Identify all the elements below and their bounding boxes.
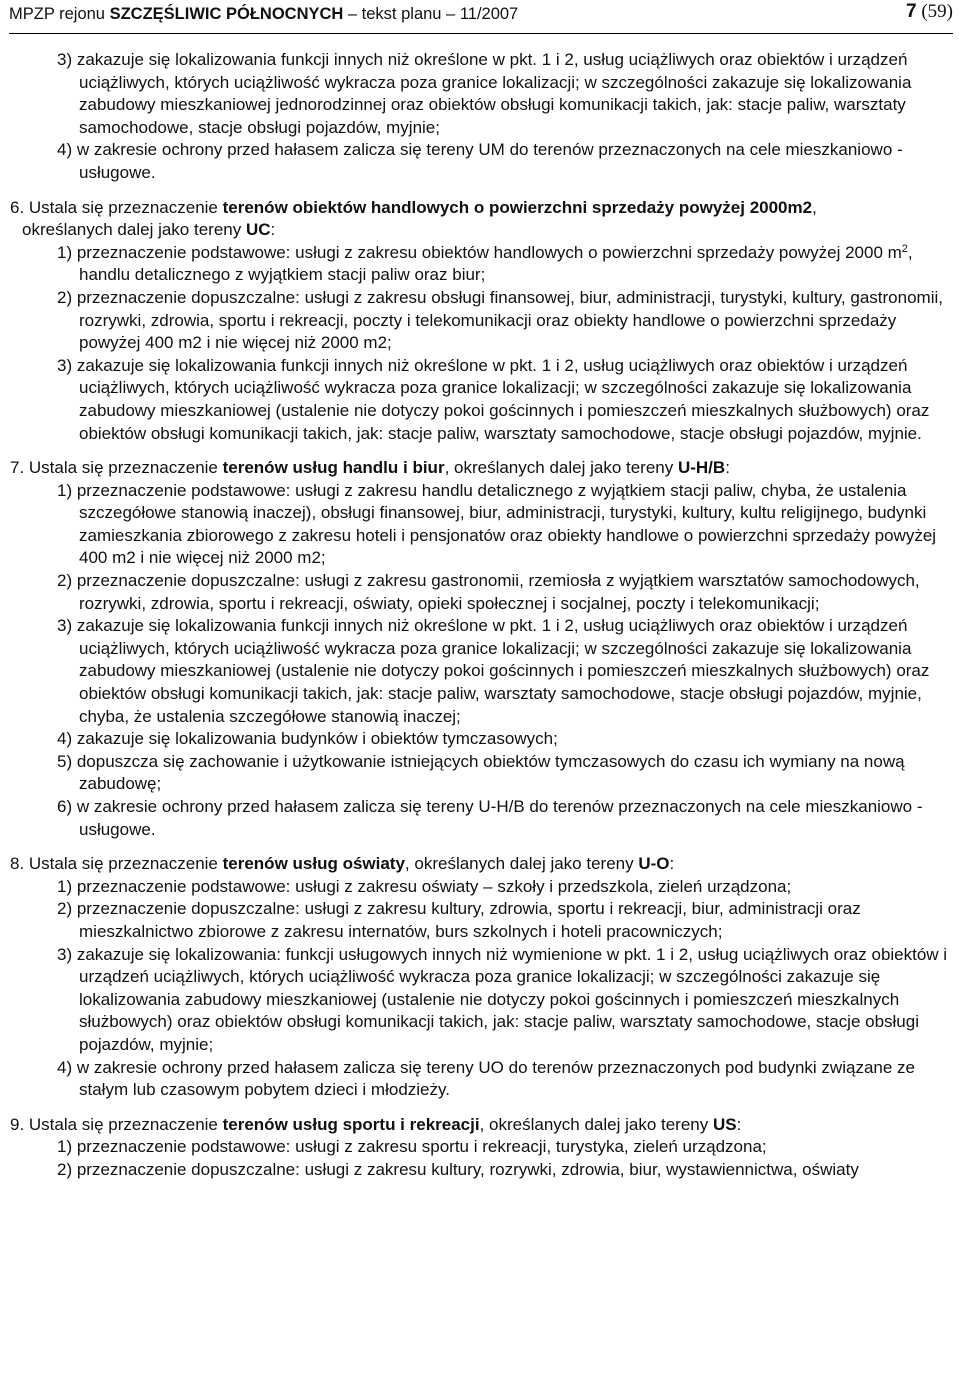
total-pages: (59) [921,1,953,22]
section-heading: 7. Ustala się przeznaczenie terenów usług handlu i biur, określanych dalej jako tereny U-H/B: [10,458,730,478]
document-body [0,49,955,1182]
list-item: 5) dopuszcza się zachowanie i użytkowanie istniejących obiektów tymczasowych do czasu ich wymiany na nową zabudowę; [57,751,905,794]
list-item: 4) w zakresie ochrony przed hałasem zalicza się tereny UO do terenów przeznaczonych pod budynki związane ze stałym lub czasowym pobytem dzieci i młodzieży. [57,1057,915,1100]
title-prefix: MPZP rejonu [9,5,110,23]
title-suffix: – tekst planu – 11/2007 [343,5,519,23]
zone-code: US [712,1114,737,1134]
spacer [0,185,955,197]
spacer [0,841,955,853]
zone-code: U-H/B [677,458,726,478]
list-item: 4) w zakresie ochrony przed hałasem zalicza się tereny UM do terenów przeznaczonych na cele mieszkaniowo - usługowe. [57,140,903,182]
list-item: 2) przeznaczenie dopuszczalne: usługi z zakresu kultury, rozrywki, zdrowia, biur, wystawiennictwa, oświaty [57,1159,859,1179]
zone-code: UC [245,220,271,240]
list-item: 3) zakazuje się lokalizowania: funkcji usługowych innych niż wymienione w pkt. 1 i 2, usług uciążliwych oraz obiektów i urządzeń uciążliwych, których uciążliwość wykracza poza granice lokalizacji; w szczególności zakazuje się lokalizowania zabudowy mieszkaniowej (ustalenie nie dotyczy pokoi gościnnych i pomieszczeń mieszkalnych służbowych) oraz obiektów obsługi komunikacji takich, jak: stacje paliw, warsztaty samochodowe, stacje obsługi pojazdów, myjnie; [57,944,948,1054]
list-item: 3) zakazuje się lokalizowania funkcji innych niż określone w pkt. 1 i 2, usług uciążliwych oraz obiektów i urządzeń uciążliwych, których uciążliwość wykracza poza granice lokalizacji; w szczególności zakazuje się lokalizowania zabudowy mieszkaniowej (ustalenie nie dotyczy pokoi gościnnych i pomieszczeń mieszkalnych służbowych) oraz obiektów obsługi komunikacji takich, jak: stacje paliw, warsztaty samochodowe, stacje obsługi pojazdów, myjnie, chyba, że ustalenia szczegółowe stanowią inaczej; [57,616,930,726]
section-9 [0,1114,955,1182]
list-item: 1) przeznaczenie podstawowe: usługi z zakresu oświaty – szkoły i przedszkola, zieleń urządzona; [57,876,792,896]
zone-code: U-O [638,854,670,874]
current-page: 7 [906,1,917,22]
section-6 [0,197,955,446]
document-title [9,3,518,26]
list-item: 2) przeznaczenie dopuszczalne: usługi z zakresu gastronomii, rzemiosła z wyjątkiem warsztatów samochodowych, rozrywki, zdrowia, sportu i rekreacji, oświaty, opieki społecznej i socjalnej, poczty i telekomunikacji; [57,571,920,613]
list-item: 2) przeznaczenie dopuszczalne: usługi z zakresu obsługi finansowej, biur, administracji, turystyki, kultury, gastronomii, rozrywki, zdrowia, sportu i rekreacji, poczty i telekomunikacji oraz obiekty handlowe o powierzchni sprzedaży powyżej 400 m2 i nie więcej niż 2000 m2; [57,287,943,353]
list-item: 3) zakazuje się lokalizowania funkcji innych niż określone w pkt. 1 i 2, usług uciążliwych oraz obiektów i urządzeń uciążliwych, których uciążliwość wykracza poza granice lokalizacji; w szczególności zakazuje się lokalizowania zabudowy mieszkaniowej jednorodzinnej oraz obiektów obsługi komunikacji takich, jak: stacje paliw, warsztaty samochodowe, stacje obsługi pojazdów, myjnie; [57,50,912,137]
section-heading: 8. Ustala się przeznaczenie terenów usług oświaty, określanych dalej jako tereny U-O: [10,854,675,874]
page-header [9,0,953,34]
list-item: 1) przeznaczenie podstawowe: usługi z zakresu sportu i rekreacji, turystyka, zieleń urządzona; [57,1137,767,1157]
spacer [0,445,955,457]
spacer [0,1102,955,1114]
title-area-name: SZCZĘŚLIWIC PÓŁNOCNYCH [109,5,344,23]
list-item: 3) zakazuje się lokalizowania funkcji innych niż określone w pkt. 1 i 2, usług uciążliwych oraz obiektów i urządzeń uciążliwych, których uciążliwość wykracza poza granice lokalizacji; w szczególności zakazuje się lokalizowania zabudowy mieszkaniowej (ustalenie nie dotyczy pokoi gościnnych i pomieszczeń mieszkalnych służbowych) oraz obiektów obsługi komunikacji takich, jak: stacje paliw, warsztaty samochodowe, stacje obsługi pojazdów, myjnie. [57,355,930,443]
list-item: 2) przeznaczenie dopuszczalne: usługi z zakresu kultury, zdrowia, sportu i rekreacji, biur, administracji oraz mieszkalnictwo zbiorowe z zakresu internatów, burs szkolnych i hoteli pracowniczych; [57,899,861,941]
list-item: 4) zakazuje się lokalizowania budynków i obiektów tymczasowych; [57,729,558,749]
section-heading-cont: określanych dalej jako tereny UC: [22,220,276,240]
section-heading: 6. Ustala się przeznaczenie terenów obiektów handlowych o powierzchni sprzedaży powyżej 2000m2, [10,197,817,217]
section-7 [0,457,955,841]
section-8 [0,853,955,1102]
list-item: 1) przeznaczenie podstawowe: usługi z zakresu obiektów handlowych o powierzchni sprzedaży powyżej 2000 $m^2$, handlu detalicznego z wyjątkiem stacji paliw oraz biur; [57,242,913,285]
list-item: 6) w zakresie ochrony przed hałasem zalicza się tereny U-H/B do terenów przeznaczonych na cele mieszkaniowo - usługowe. [57,797,923,839]
section-heading: 9. Ustala się przeznaczenie terenów usług sportu i rekreacji, określanych dalej jako tereny US: [10,1114,742,1134]
page-number [906,1,953,24]
list-item: 1) przeznaczenie podstawowe: usługi z zakresu handlu detalicznego z wyjątkiem stacji paliw, chyba, że ustalenia szczegółowe stanowią inaczej), obsługi finansowej, biur, administracji, turystyki, kultury, kultu religijnego, budynki zamieszkania zbiorowego z zakresu hoteli i pensjonatów oraz obiekty handlowe o powierzchni sprzedaży powyżej 400 m2 i nie więcej niż 2000 m2; [57,480,937,568]
